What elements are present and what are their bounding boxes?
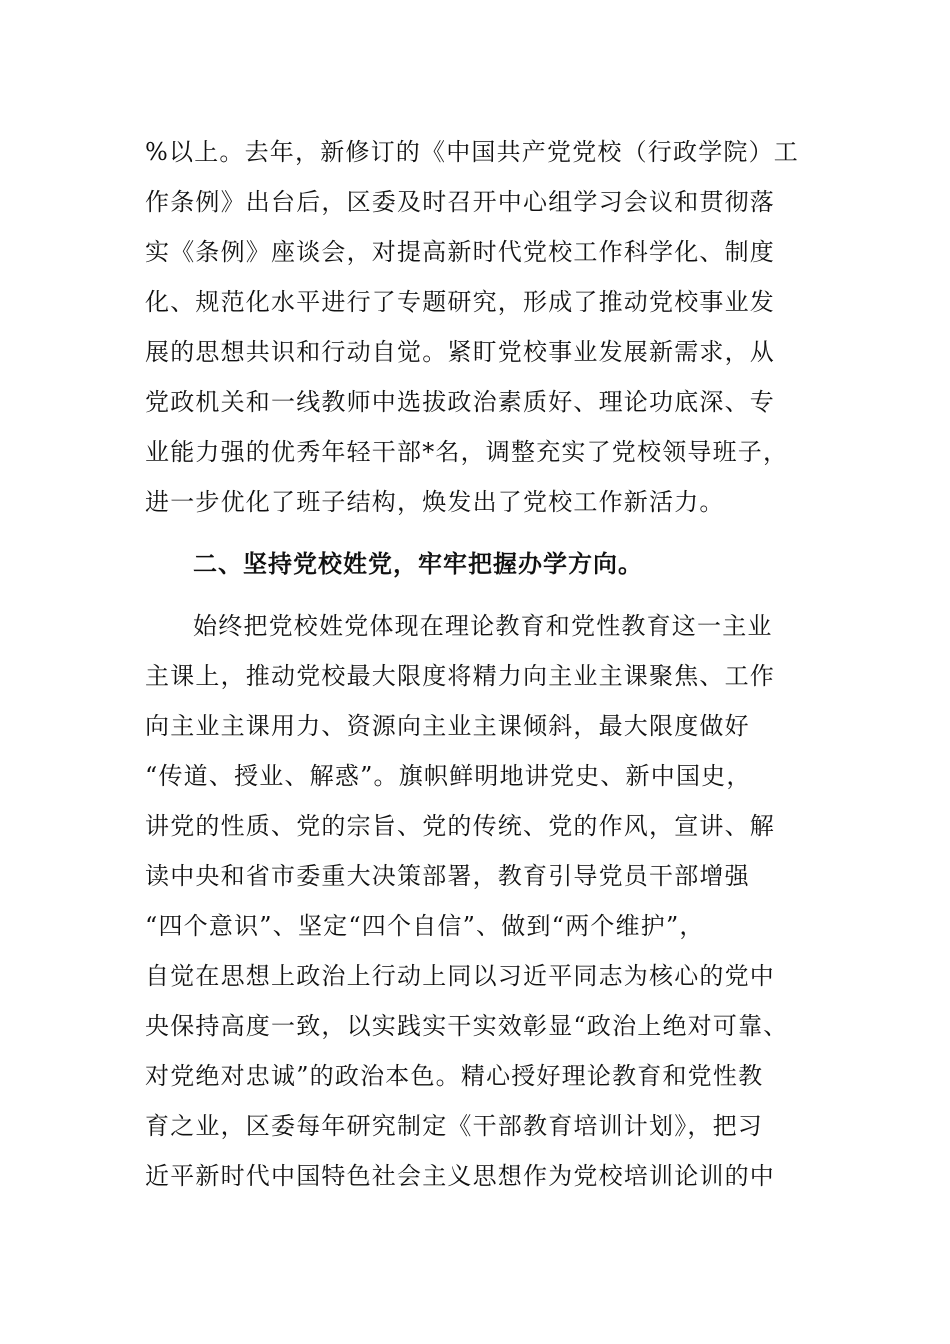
paragraph-2-line-7: “四个意识”、坚定“四个自信”、做到“两个维护”， — [145, 912, 705, 940]
paragraph-1-line-5: 展的思想共识和行动自觉。紧盯党校事业发展新需求，从 — [145, 338, 775, 366]
paragraph-1-line-6: 党政机关和一线教师中选拔政治素质好、理论功底深、专 — [145, 388, 775, 416]
paragraph-1-line-8: 进一步优化了班子结构，焕发出了党校工作新活力。 — [145, 488, 725, 516]
paragraph-2-line-12: 近平新时代中国特色社会主义思想作为党校培训论训的中 — [145, 1162, 775, 1190]
paragraph-1-line-3: 实《条例》座谈会，对提高新时代党校工作科学化、制度 — [145, 238, 775, 266]
paragraph-1-line-1: %以上。去年，新修订的《中国共产党党校（行政学院）工 — [145, 138, 800, 166]
paragraph-2-line-1: 始终把党校姓党体现在理论教育和党性教育这一主业 — [193, 612, 773, 640]
paragraph-2-line-10: 对党绝对忠诚”的政治本色。精心授好理论教育和党性教 — [145, 1062, 764, 1090]
paragraph-2-line-5: 讲党的性质、党的宗旨、党的传统、党的作风，宣讲、解 — [145, 812, 775, 840]
paragraph-1-line-7: 业能力强的优秀年轻干部*名，调整充实了党校领导班子， — [145, 438, 789, 466]
paragraph-2-line-4: “传道、授业、解惑”。旗帜鲜明地讲党史、新中国史， — [145, 762, 752, 790]
paragraph-2-line-8: 自觉在思想上政治上行动上同以习近平同志为核心的党中 — [145, 962, 775, 990]
paragraph-1-line-2: 作条例》出台后，区委及时召开中心组学习会议和贯彻落 — [145, 188, 775, 216]
paragraph-2-line-6: 读中央和省市委重大决策部署，教育引导党员干部增强 — [145, 862, 750, 890]
paragraph-2-line-11: 育之业，区委每年研究制定《干部教育培训计划》，把习 — [145, 1112, 763, 1140]
paragraph-1-line-4: 化、规范化水平进行了专题研究，形成了推动党校事业发 — [145, 288, 775, 316]
paragraph-2-line-3: 向主业主课用力、资源向主业主课倾斜，最大限度做好 — [145, 712, 750, 740]
paragraph-2-line-9: 央保持高度一致，以实践实干实效彰显“政治上绝对可靠、 — [145, 1012, 789, 1040]
section-heading-2: 二、坚持党校姓党，牢牢把握办学方向。 — [193, 550, 643, 578]
paragraph-2-line-2: 主课上，推动党校最大限度将精力向主业主课聚焦、工作 — [145, 662, 775, 690]
